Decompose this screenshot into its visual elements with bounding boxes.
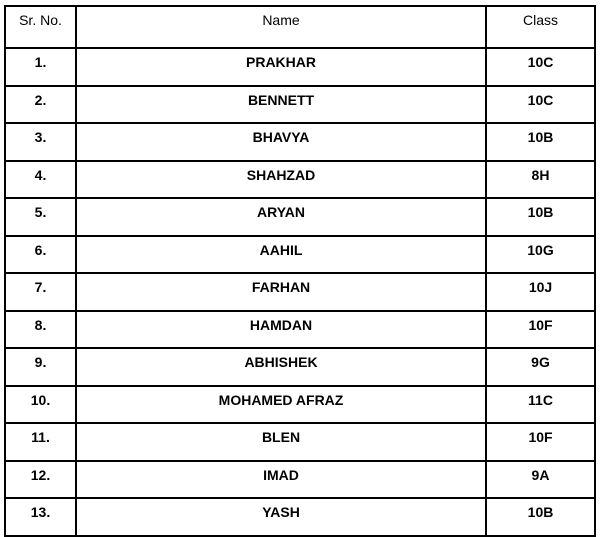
cell-sr-no: 1. (5, 48, 76, 86)
cell-class: 10F (486, 423, 595, 461)
cell-class: 11C (486, 386, 595, 424)
cell-sr-no: 13. (5, 498, 76, 536)
cell-sr-no: 11. (5, 423, 76, 461)
header-class: Class (486, 6, 595, 48)
table-row (5, 461, 595, 499)
table-row (5, 311, 595, 349)
student-table (4, 5, 596, 537)
cell-sr-no: 5. (5, 198, 76, 236)
table-row (5, 273, 595, 311)
cell-name: ABHISHEK (76, 348, 486, 386)
table-header-row (5, 6, 595, 48)
cell-class: 10B (486, 123, 595, 161)
cell-sr-no: 2. (5, 86, 76, 124)
cell-name: BENNETT (76, 86, 486, 124)
table-row (5, 198, 595, 236)
cell-sr-no: 10. (5, 386, 76, 424)
table-row (5, 236, 595, 274)
table-row (5, 48, 595, 86)
cell-class: 10J (486, 273, 595, 311)
cell-class: 10G (486, 236, 595, 274)
cell-sr-no: 9. (5, 348, 76, 386)
cell-sr-no: 8. (5, 311, 76, 349)
cell-class: 10C (486, 48, 595, 86)
student-list-container (4, 5, 596, 537)
cell-name: BLEN (76, 423, 486, 461)
cell-sr-no: 3. (5, 123, 76, 161)
cell-name: MOHAMED AFRAZ (76, 386, 486, 424)
cell-name: HAMDAN (76, 311, 486, 349)
table-row (5, 123, 595, 161)
table-row (5, 498, 595, 536)
cell-name: IMAD (76, 461, 486, 499)
cell-name: YASH (76, 498, 486, 536)
header-sr-no: Sr. No. (5, 6, 76, 48)
cell-name: BHAVYA (76, 123, 486, 161)
cell-name: AAHIL (76, 236, 486, 274)
cell-sr-no: 7. (5, 273, 76, 311)
cell-class: 8H (486, 161, 595, 199)
table-row (5, 348, 595, 386)
cell-sr-no: 6. (5, 236, 76, 274)
cell-name: ARYAN (76, 198, 486, 236)
cell-name: PRAKHAR (76, 48, 486, 86)
cell-class: 10F (486, 311, 595, 349)
table-row (5, 386, 595, 424)
cell-class: 10C (486, 86, 595, 124)
cell-name: FARHAN (76, 273, 486, 311)
cell-sr-no: 12. (5, 461, 76, 499)
header-name: Name (76, 6, 486, 48)
cell-class: 9A (486, 461, 595, 499)
cell-class: 9G (486, 348, 595, 386)
table-row (5, 423, 595, 461)
table-row (5, 86, 595, 124)
cell-sr-no: 4. (5, 161, 76, 199)
table-row (5, 161, 595, 199)
cell-name: SHAHZAD (76, 161, 486, 199)
cell-class: 10B (486, 498, 595, 536)
cell-class: 10B (486, 198, 595, 236)
